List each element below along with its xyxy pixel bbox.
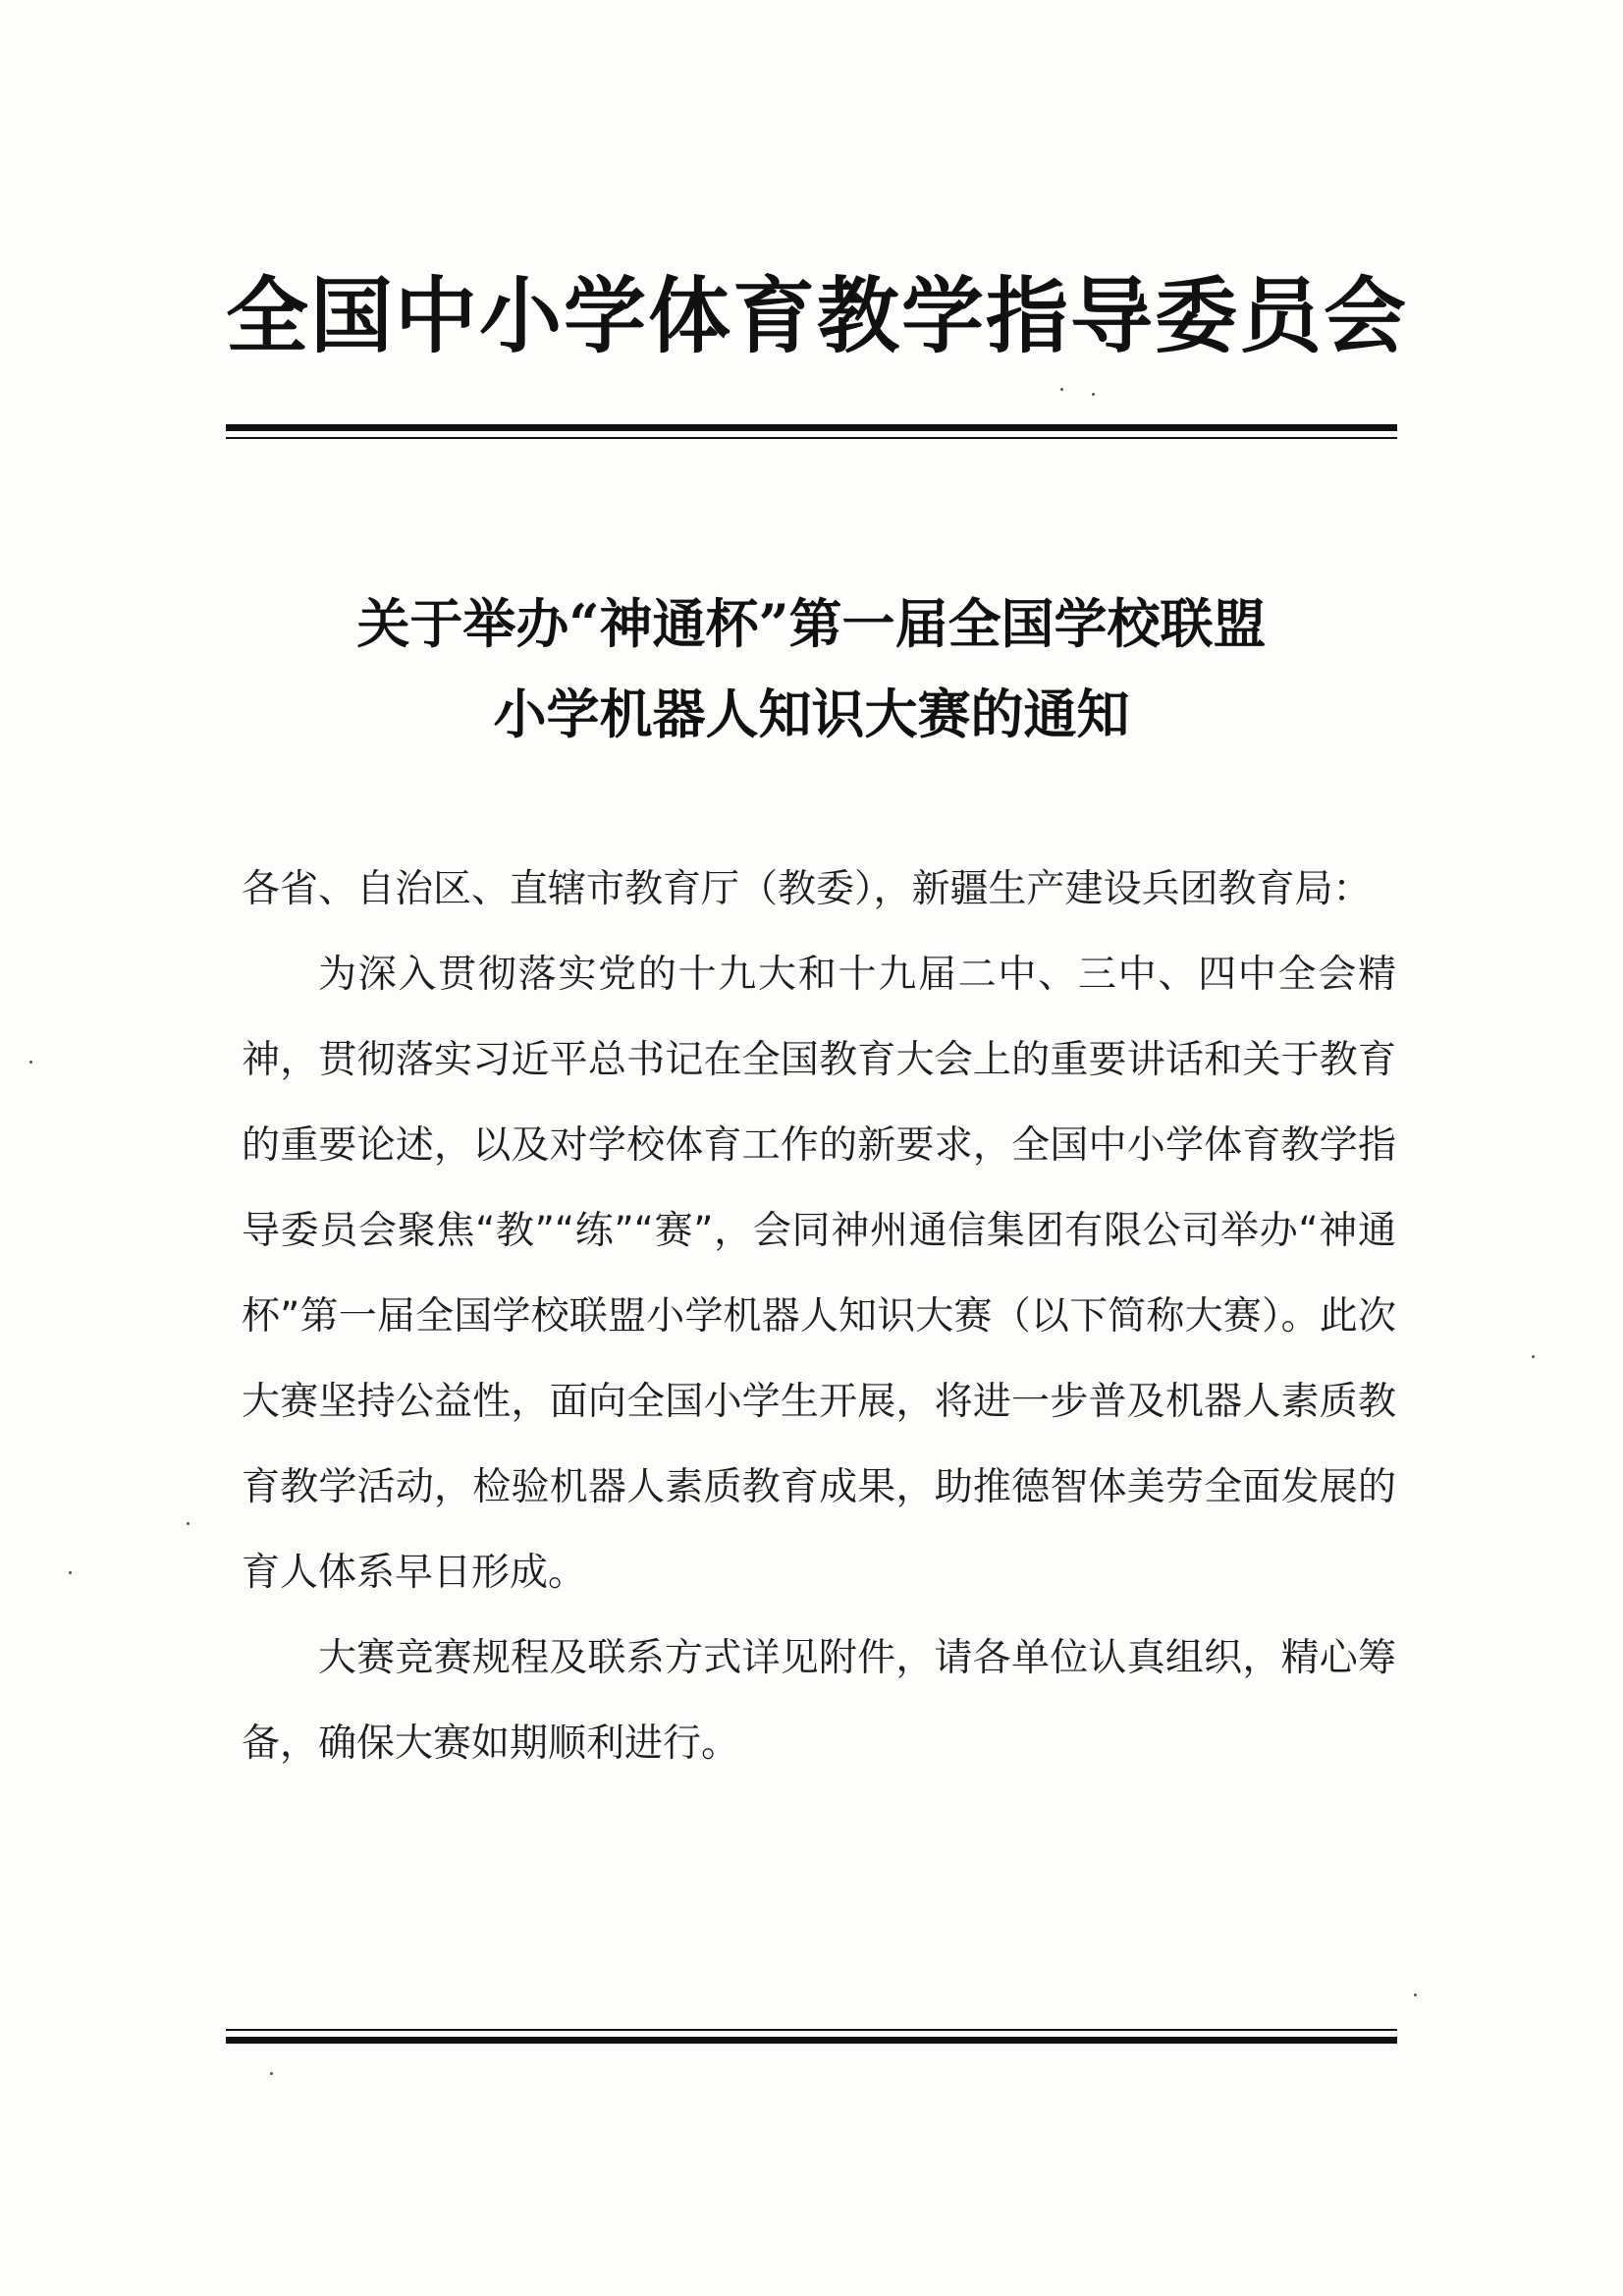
salutation: 各省、自治区、直辖市教育厅（教委），新疆生产建设兵团教育局： bbox=[242, 867, 1372, 911]
footer-divider bbox=[226, 2029, 1397, 2044]
body-paragraph-1: 为深入贯彻落实党的十九大和十九届二中、三中、四中全会精神，贯彻落实习近平总书记在全国教育大会上的重要讲话和关于教育的重要论述，以及对学校体育工作的新要求，全国中小学体育教学指导委员会聚焦“教”“练”“赛”，会同神州通信集团有限公司举办“神通杯”第一届全国学校联盟小学机器人知识大赛（以下简称大赛）。此次大赛坚持公益性，面向全国小学生开展，将进一步普及机器人素质教育教学活动，检验机器人素质教育成果，助推德智体美劳全面发展的育人体系早日形成。 bbox=[242, 953, 1396, 1595]
document-body bbox=[242, 847, 1396, 1786]
scan-speck bbox=[29, 1061, 32, 1064]
scan-speck bbox=[187, 1522, 189, 1525]
header-divider bbox=[226, 424, 1397, 439]
organization-header: 全国中小学体育教学指导委员会 bbox=[226, 268, 1409, 364]
body-paragraph-2: 大赛竞赛规程及联系方式详见附件，请各单位认真组织，精心筹备，确保大赛如期顺利进行。 bbox=[242, 1636, 1396, 1766]
scan-speck bbox=[1414, 1994, 1417, 1996]
scan-speck bbox=[69, 1571, 72, 1574]
scan-speck bbox=[1060, 388, 1063, 391]
scan-speck bbox=[1092, 393, 1095, 396]
document-title-line-1: 关于举办“神通杯”第一届全国学校联盟 bbox=[356, 592, 1267, 655]
document-title-line-2: 小学机器人知识大赛的通知 bbox=[493, 683, 1130, 745]
scan-speck bbox=[270, 2072, 273, 2075]
scan-speck bbox=[1532, 1355, 1535, 1358]
